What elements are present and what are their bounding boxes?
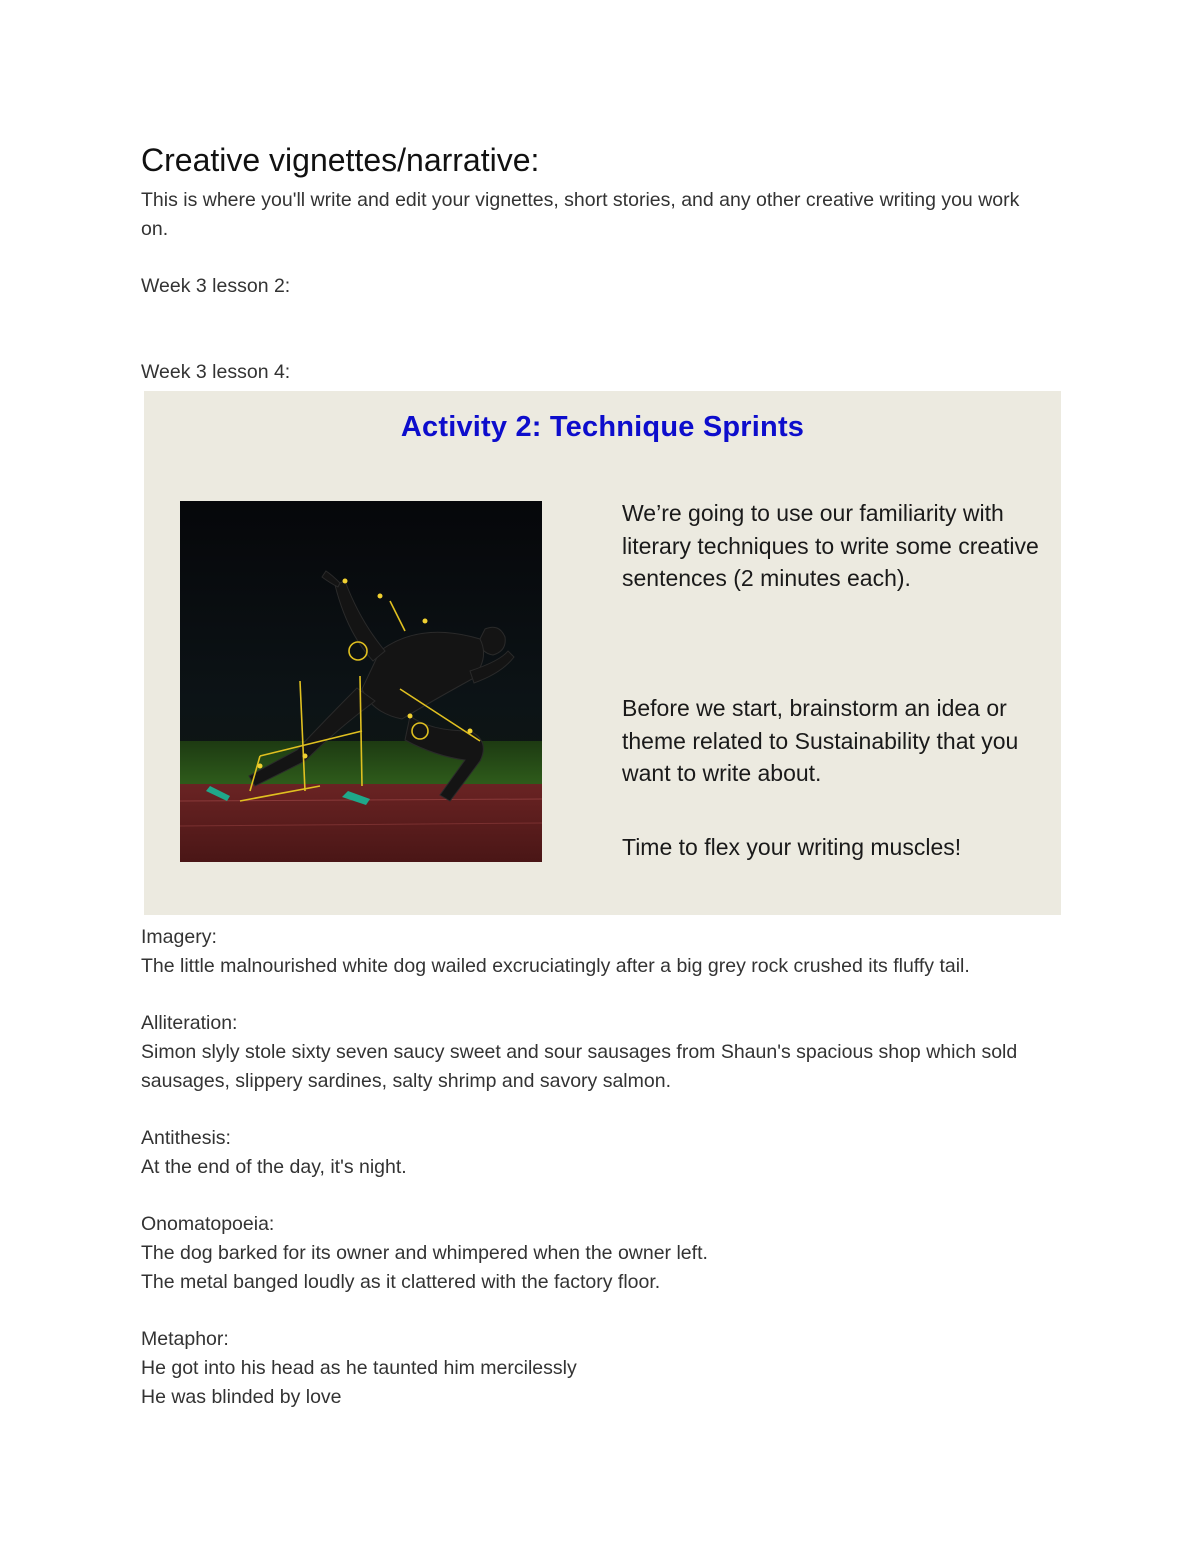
section-label: Antithesis: — [141, 1127, 231, 1149]
slide-title: Activity 2: Technique Sprints — [400, 411, 805, 443]
section-line: He was blinded by love — [141, 1386, 342, 1408]
week3-lesson4-heading: Week 3 lesson 4: — [141, 361, 291, 383]
slide-paragraph-1: We’re going to use our familiarity with literary techniques to write some creative sentences (2 minutes each). — [622, 500, 1039, 591]
section-metaphor — [141, 1325, 1081, 1412]
sprinter-illustration — [180, 501, 542, 862]
intro-paragraph: This is where you'll write and edit your vignettes, short stories, and any other creative writing you work on. — [141, 189, 1020, 240]
slide-paragraph-3: Time to flex your writing muscles! — [622, 834, 962, 860]
section-line: He got into his head as he taunted him mercilessly — [141, 1357, 577, 1379]
week3-lesson2-heading: Week 3 lesson 2: — [141, 275, 291, 297]
section-line: The dog barked for its owner and whimpered when the owner left. — [141, 1242, 708, 1264]
technique-sections — [141, 923, 1081, 1440]
section-onomatopoeia — [141, 1210, 1081, 1297]
section-alliteration — [141, 1009, 1081, 1096]
section-label: Onomatopoeia: — [141, 1213, 275, 1235]
section-line: The little malnourished white dog wailed excruciatingly after a big grey rock crushed its fluffy tail. — [141, 955, 970, 977]
section-label: Alliteration: — [141, 1012, 238, 1034]
sprinter-photo — [180, 501, 542, 862]
section-line: The metal banged loudly as it clattered with the factory floor. — [141, 1271, 661, 1293]
section-line: Simon slyly stole sixty seven saucy sweet and sour sausages from Shaun's spacious shop which sold sausages, slippery sardines, salty shrimp and savory salmon. — [141, 1041, 1018, 1092]
section-antithesis — [141, 1124, 1081, 1182]
slide-paragraph-2: Before we start, brainstorm an idea or theme related to Sustainability that you want to write about. — [622, 695, 1019, 786]
section-line: At the end of the day, it's night. — [141, 1156, 407, 1178]
section-label: Metaphor: — [141, 1328, 229, 1350]
activity-slide-image — [144, 391, 1061, 915]
section-label: Imagery: — [141, 926, 217, 948]
document-title: Creative vignettes/narrative: — [141, 142, 540, 178]
section-imagery — [141, 923, 1081, 981]
